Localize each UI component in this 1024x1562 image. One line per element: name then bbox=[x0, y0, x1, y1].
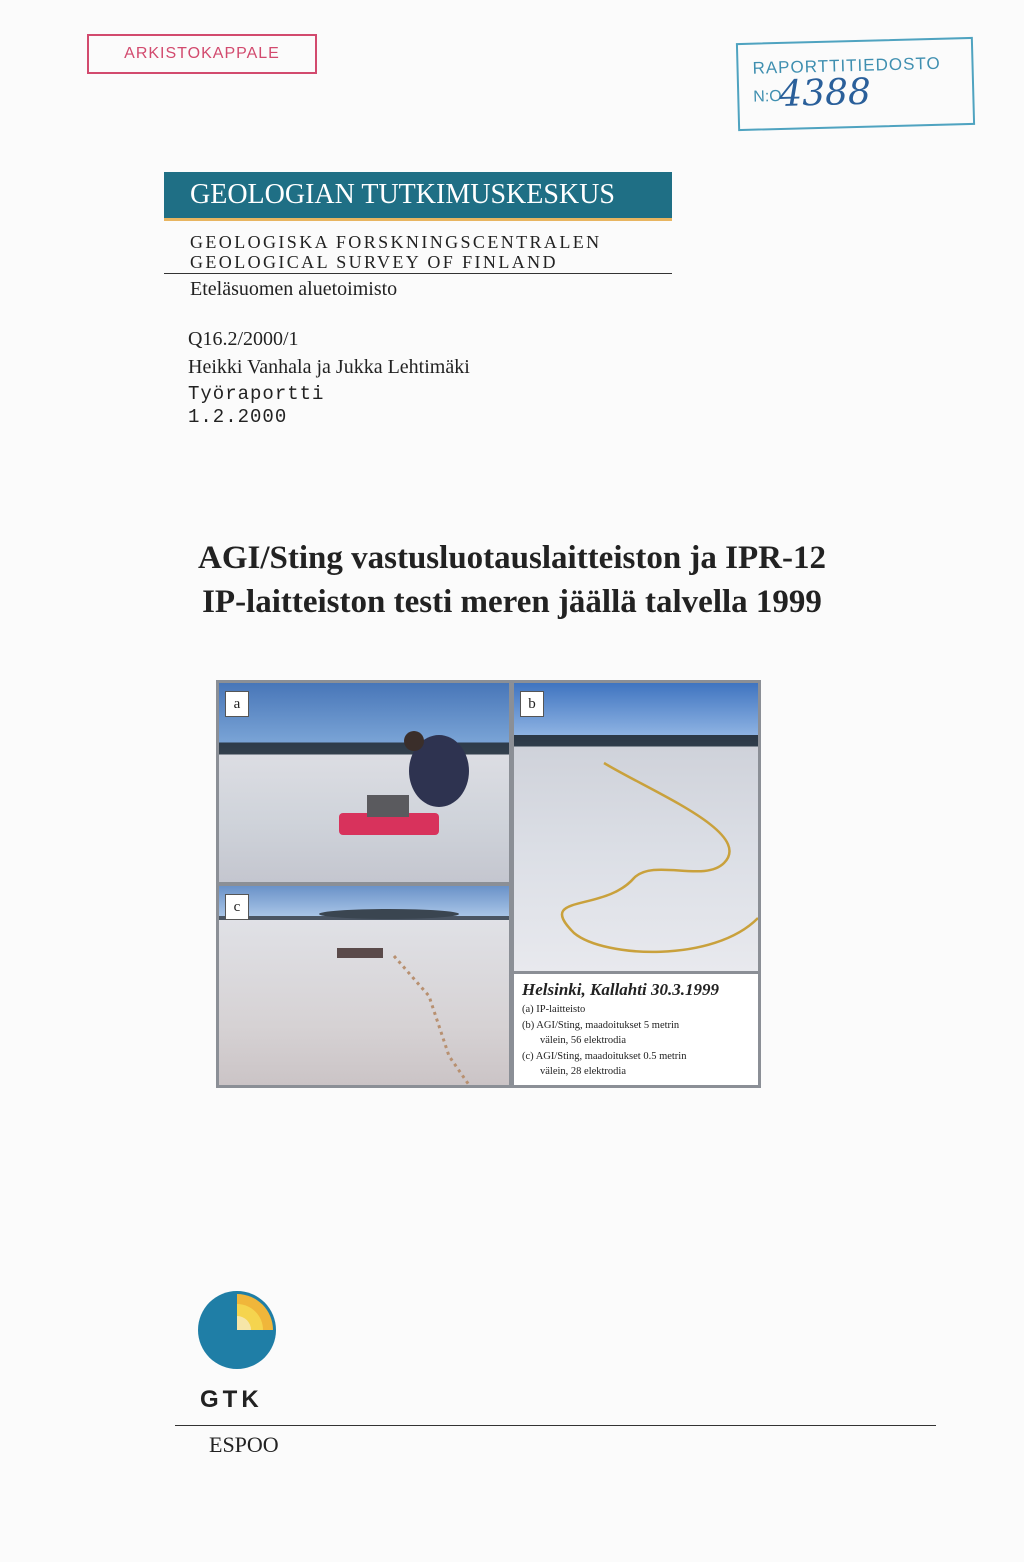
figure-caption bbox=[514, 974, 758, 1085]
org-name-fi: GEOLOGIAN TUTKIMUSKESKUS bbox=[190, 179, 615, 210]
report-title bbox=[120, 536, 904, 624]
org-names-block bbox=[190, 232, 602, 272]
photo-c-scene bbox=[219, 886, 509, 1085]
photo-c-label: c bbox=[225, 894, 249, 920]
electrode-cable bbox=[562, 763, 758, 952]
caption-b-line2: välein, 56 elektrodia bbox=[540, 1035, 627, 1046]
photo-b-label: b bbox=[520, 691, 544, 717]
person-head bbox=[404, 731, 424, 751]
authors: Heikki Vanhala ja Jukka Lehtimäki bbox=[188, 356, 470, 378]
photo-b-sting-cable bbox=[514, 683, 758, 971]
report-type: Työraportti bbox=[188, 383, 325, 405]
registry-stamp bbox=[736, 37, 975, 131]
report-date: 1.2.2000 bbox=[188, 406, 288, 428]
archive-code: Q16.2/2000/1 bbox=[188, 328, 299, 350]
electrode-line bbox=[394, 956, 469, 1085]
photo-figure bbox=[216, 680, 761, 1088]
photo-c-sting-short-spacing bbox=[219, 886, 509, 1085]
archive-stamp-text: ARKISTOKAPPALE bbox=[124, 45, 280, 62]
sting-equipment bbox=[337, 948, 383, 958]
island-silhouette bbox=[319, 909, 459, 919]
photo-b-scene bbox=[514, 683, 758, 971]
caption-title: Helsinki, Kallahti 30.3.1999 bbox=[522, 980, 719, 999]
header-divider bbox=[164, 273, 672, 274]
region-office: Eteläsuomen aluetoimisto bbox=[190, 278, 398, 300]
caption-a: (a) IP-laitteisto bbox=[522, 1004, 586, 1015]
caption-c-line2: välein, 28 elektrodia bbox=[540, 1066, 627, 1077]
ip-instrument bbox=[367, 795, 409, 817]
registry-number-label: N:O bbox=[753, 87, 782, 106]
registry-stamp-title: RAPORTTITIEDOSTO bbox=[752, 53, 941, 78]
org-banner bbox=[164, 172, 672, 218]
caption-c-line1: (c) AGI/Sting, maadoitukset 0.5 metrin bbox=[522, 1050, 687, 1062]
banner-accent-line bbox=[164, 218, 672, 221]
archive-stamp bbox=[87, 34, 317, 74]
city: ESPOO bbox=[209, 1432, 279, 1457]
footer-divider bbox=[175, 1425, 936, 1426]
gtk-logo-text: GTK bbox=[200, 1386, 263, 1413]
gtk-earth-globe-icon bbox=[197, 1290, 277, 1370]
org-name-en: GEOLOGICAL SURVEY OF FINLAND bbox=[190, 252, 558, 272]
org-name-sv: GEOLOGISKA FORSKNINGSCENTRALEN bbox=[190, 232, 602, 252]
photo-a-scene bbox=[219, 683, 509, 882]
registry-number-handwritten: 4388 bbox=[778, 71, 872, 115]
photo-a-label: a bbox=[225, 691, 249, 717]
report-title-line2: IP-laitteiston testi meren jäällä talvella 1999 bbox=[202, 584, 822, 620]
caption-b-line1: (b) AGI/Sting, maadoitukset 5 metrin bbox=[522, 1019, 680, 1031]
photo-a-ip-equipment bbox=[219, 683, 509, 882]
report-title-line1: AGI/Sting vastusluotauslaitteiston ja IPR-12 bbox=[198, 540, 826, 576]
